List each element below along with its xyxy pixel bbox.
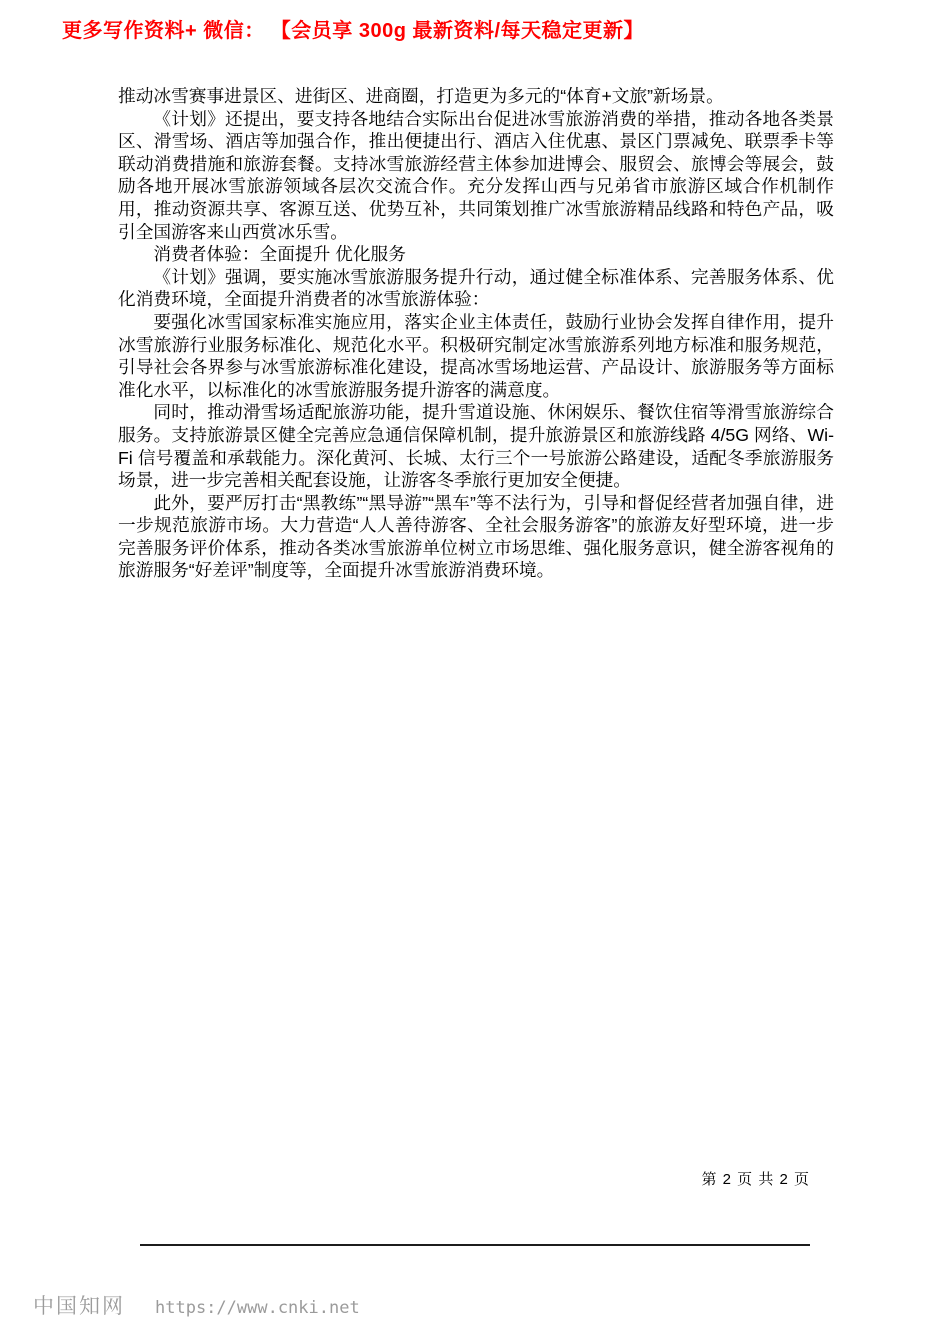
paragraph-continuation: 推动冰雪赛事进景区、进街区、进商圈，打造更为多元的“体育+文旅”新场景。 [118,86,724,106]
page-number: 第 2 页 共 2 页 [701,1171,810,1188]
paragraph: 《计划》强调，要实施冰雪旅游服务提升行动，通过健全标准体系、完善服务体系、优化消费环境，全面提升消费者的冰雪旅游体验： [118,266,834,310]
footer-divider-line [140,1244,810,1246]
cnki-watermark [33,1290,360,1320]
paragraph: 要强化冰雪国家标准实施应用，落实企业主体责任，鼓励行业协会发挥自律作用，提升冰雪旅游行业服务标准化、规范化水平。积极研究制定冰雪旅游系列地方标准和服务规范，引导社会各界参与冰雪旅游标准化建设，提高冰雪场地运营、产品设计、旅游服务等方面标准化水平，以标准化的冰雪旅游服务提升游客的满意度。 [118,311,834,400]
cnki-url-text: https://www.cnki.net [155,1298,360,1318]
cnki-logo-text: 中国知网 [33,1294,125,1318]
paragraph: 同时，推动滑雪场适配旅游功能，提升雪道设施、休闲娱乐、餐饮住宿等滑雪旅游综合服务。支持旅游景区健全完善应急通信保障机制，提升旅游景区和旅游线路 4/5G 网络、Wi-Fi 信号覆盖和承载能力。深化黄河、长城、太行三个一号旅游公路建设，适配冬季旅游服务场景，进一步完善相关配套设施，让游客冬季旅行更加安全便捷。 [118,402,834,491]
document-body [118,85,834,582]
paragraph: 此外，要严厉打击“黑教练”“黑导游”“黑车”等不法行为，引导和督促经营者加强自律，进一步规范旅游市场。大力营造“人人善待游客、全社会服务游客”的旅游友好型环境，进一步完善服务评价体系，推动各类冰雪旅游单位树立市场思维、强化服务意识，健全游客视角的旅游服务“好差评”制度等，全面提升冰雪旅游消费环境。 [118,492,834,581]
paragraph: 《计划》还提出，要支持各地结合实际出台促进冰雪旅游消费的举措，推动各地各类景区、滑雪场、酒店等加强合作，推出便捷出行、酒店入住优惠、景区门票减免、联票季卡等联动消费措施和旅游套餐。支持冰雪旅游经营主体参加进博会、服贸会、旅博会等展会，鼓励各地开展冰雪旅游领域各层次交流合作。充分发挥山西与兄弟省市旅游区域合作机制作用，推动资源共享、客源互送、优势互补，共同策划推广冰雪旅游精品线路和特色产品，吸引全国游客来山西赏冰乐雪。 [118,108,834,242]
promo-header-note: 更多写作资料+ 微信： 【会员享 300g 最新资料/每天稳定更新】 [62,20,645,42]
section-heading: 消费者体验：全面提升 优化服务 [153,244,406,265]
